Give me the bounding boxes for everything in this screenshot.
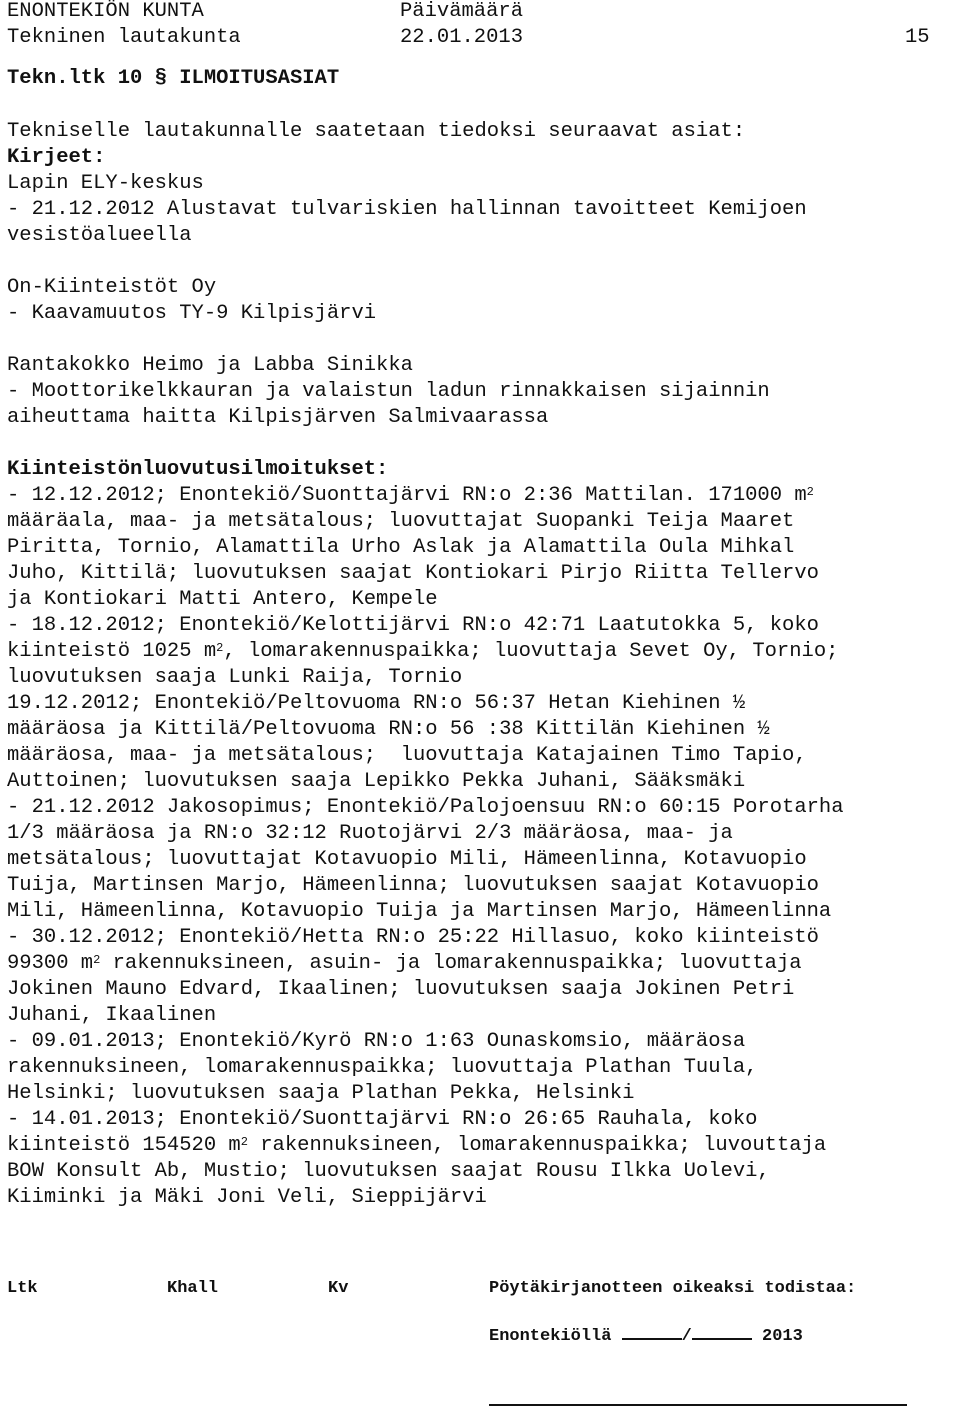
letter-line: vesistöalueella: [7, 224, 192, 247]
notice-line: - 18.12.2012; Enontekiö/Kelottijärvi RN:o 42:71 Laatutokka 5, koko: [7, 614, 819, 637]
page-number: 15: [905, 26, 930, 49]
footer-kv: Kv: [328, 1279, 349, 1298]
notice-line: Auttoinen; luovutuksen saaja Lepikko Pekka Juhani, Sääksmäki: [7, 770, 746, 793]
letter-line: - Kaavamuutos TY-9 Kilpisjärvi: [7, 302, 377, 325]
notice-text: rakennuksineen, lomarakennuspaikka; luvouttaja: [247, 1134, 827, 1157]
notice-text: , lomarakennuspaikka; luovuttaja Sevet Oy, Tornio;: [223, 640, 839, 663]
letter-line: - 21.12.2012 Alustavat tulvariskien hallinnan tavoitteet Kemijoen: [7, 198, 807, 221]
letter-line: Rantakokko Heimo ja Labba Sinikka: [7, 354, 413, 377]
superscript: 2: [93, 953, 101, 967]
notice-line: Piritta, Tornio, Alamattila Urho Aslak ja Alamattila Oula Mihkal: [7, 536, 795, 559]
notice-line: [7, 952, 802, 976]
date-label: Päivämäärä: [400, 0, 524, 23]
footer-slash: /: [681, 1327, 692, 1346]
intro-text: Tekniselle lautakunnalle saatetaan tiedoksi seuraavat asiat:: [7, 120, 746, 143]
municipality-name: ENONTEKIÖN KUNTA: [7, 0, 204, 23]
signature-date-row: [489, 1322, 803, 1348]
notice-line: Mili, Hämeenlinna, Kotavuopio Tuija ja Martinsen Marjo, Hämeenlinna: [7, 900, 832, 923]
notice-line: - 21.12.2012 Jakosopimus; Enontekiö/Palojoensuu RN:o 60:15 Porotarha: [7, 796, 844, 819]
notice-line: rakennuksineen, lomarakennuspaikka; luovuttaja Plathan Tuula,: [7, 1056, 758, 1079]
letters-heading: Kirjeet:: [7, 146, 106, 169]
notice-line: määräosa, maa- ja metsätalous; luovuttaja Katajainen Timo Tapio,: [7, 744, 807, 767]
notice-text: rakennuksineen, asuin- ja lomarakennuspaikka; luovuttaja: [100, 952, 802, 975]
letter-line: aiheuttama haitta Kilpisjärven Salmivaarassa: [7, 406, 549, 429]
letter-line: - Moottorikelkkauran ja valaistun ladun rinnakkaisen sijainnin: [7, 380, 770, 403]
board-name: Tekninen lautakunta: [7, 26, 241, 49]
notice-line: [7, 1134, 826, 1158]
footer-certify: Pöytäkirjanotteen oikeaksi todistaa:: [489, 1279, 857, 1298]
notice-line: - 09.01.2013; Enontekiö/Kyrö RN:o 1:63 Ounaskomsio, määräosa: [7, 1030, 746, 1053]
footer-khall: Khall: [167, 1279, 219, 1298]
notice-line: Helsinki; luovutuksen saaja Plathan Pekka, Helsinki: [7, 1082, 635, 1105]
notice-line: BOW Konsult Ab, Mustio; luovutuksen saajat Rousu Ilkka Uolevi,: [7, 1160, 770, 1183]
notice-line: 19.12.2012; Enontekiö/Peltovuoma RN:o 56:37 Hetan Kiehinen ½: [7, 692, 746, 715]
notice-line: Kiiminki ja Mäki Joni Veli, Sieppijärvi: [7, 1186, 487, 1209]
letter-line: Lapin ELY-keskus: [7, 172, 204, 195]
footer-year: 2013: [762, 1327, 803, 1346]
notice-line: luovutuksen saaja Lunki Raija, Tornio: [7, 666, 463, 689]
notice-text: kiinteistö 1025 m: [7, 640, 217, 663]
notice-line: ja Kontiokari Matti Antero, Kempele: [7, 588, 438, 611]
notice-line: [7, 640, 838, 664]
notice-line: määräala, maa- ja metsätalous; luovuttajat Suopanki Teija Maaret: [7, 510, 795, 533]
notice-line: Jokinen Mauno Edvard, Ikaalinen; luovutuksen saaja Jokinen Petri: [7, 978, 795, 1001]
section-title: Tekn.ltk 10 § ILMOITUSASIAT: [7, 67, 340, 90]
notice-line: metsätalous; luovuttajat Kotavuopio Mili, Hämeenlinna, Kotavuopio: [7, 848, 807, 871]
notice-line: Juho, Kittilä; luovutuksen saajat Kontiokari Pirjo Riitta Tellervo: [7, 562, 819, 585]
footer-place: Enontekiöllä: [489, 1327, 612, 1346]
notice-line: - 30.12.2012; Enontekiö/Hetta RN:o 25:22 Hillasuo, koko kiinteistö: [7, 926, 819, 949]
notice-line: [7, 484, 814, 508]
notice-line: 1/3 määräosa ja RN:o 32:12 Ruotojärvi 2/3 määräosa, maa- ja: [7, 822, 733, 845]
superscript: 2: [806, 485, 814, 499]
notice-line: Juhani, Ikaalinen: [7, 1004, 217, 1027]
notices-heading: Kiinteistönluovutusilmoitukset:: [7, 458, 389, 481]
notice-line: - 14.01.2013; Enontekiö/Suonttajärvi RN:o 26:65 Rauhala, koko: [7, 1108, 758, 1131]
superscript: 2: [240, 1135, 248, 1149]
notice-line: määräosa ja Kittilä/Peltovuoma RN:o 56 :38 Kittilän Kiehinen ½: [7, 718, 770, 741]
notice-line: Tuija, Martinsen Marjo, Hämeenlinna; luovutuksen saajat Kotavuopio: [7, 874, 819, 897]
month-blank: [692, 1322, 752, 1340]
notice-text: - 12.12.2012; Enontekiö/Suonttajärvi RN:o 2:36 Mattilan. 171000 m: [7, 484, 807, 507]
notice-text: 99300 m: [7, 952, 94, 975]
notice-text: kiinteistö 154520 m: [7, 1134, 241, 1157]
meeting-date: 22.01.2013: [400, 26, 524, 49]
footer-ltk: Ltk: [7, 1279, 38, 1298]
superscript: 2: [216, 641, 224, 655]
day-blank: [622, 1322, 682, 1340]
signature-line: [489, 1404, 907, 1406]
letter-line: On-Kiinteistöt Oy: [7, 276, 217, 299]
